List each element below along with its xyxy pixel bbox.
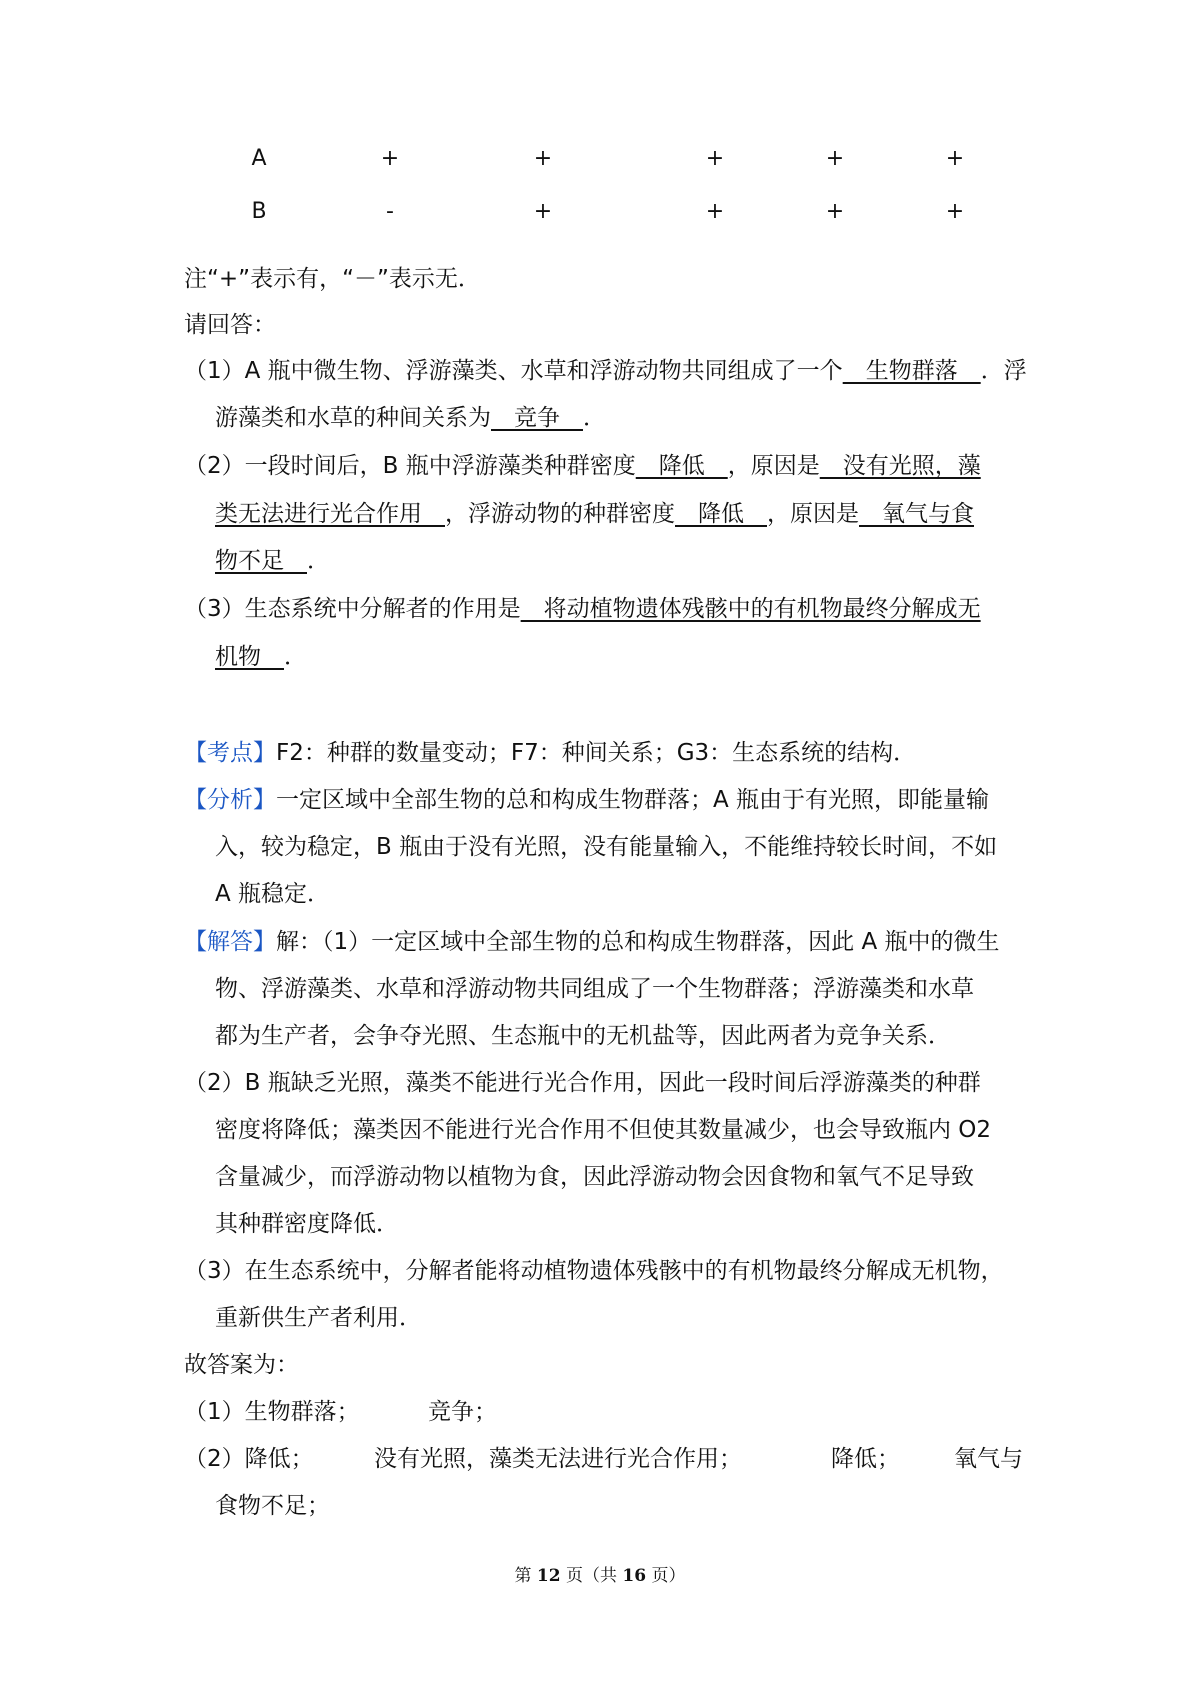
table-cell: + — [533, 199, 553, 224]
question-text: ，浮游动物的种群密度 — [445, 501, 675, 527]
question-text: （1）A 瓶中微生物、浮游藻类、水草和浮游动物共同组成了一个 — [184, 358, 843, 384]
jieda-text: 解：（1）一定区域中全部生物的总和构成生物群落，因此 A 瓶中的微生 — [276, 929, 1000, 955]
question-2-line-1 — [184, 449, 1024, 483]
question-text: （2）一段时间后，B 瓶中浮游藻类种群密度 — [184, 453, 636, 479]
footer-text: 第 — [514, 1566, 537, 1586]
jieda-line-5: 密度将降低；藻类因不能进行光合作用不但使其数量减少，也会导致瓶内 O2 — [215, 1117, 992, 1143]
table-cell: + — [705, 199, 725, 224]
question-1-line-2 — [215, 401, 1025, 435]
footer-text: 页） — [646, 1566, 686, 1586]
answer-blank: 将动植物遗体残骸中的有机物最终分解成无 — [520, 596, 981, 622]
jieda-line-7: 其种群密度降低． — [215, 1211, 399, 1237]
jieda-line-9: 重新供生产者利用． — [215, 1305, 422, 1331]
answer-blank: 没有光照，藻 — [819, 453, 981, 479]
page-number: 12 — [536, 1566, 561, 1586]
jieda-line-3: 都为生产者，会争夺光照、生态瓶中的无机盐等，因此两者为竞争关系． — [215, 1023, 951, 1049]
answer-blank: 类无法进行光合作用 — [215, 501, 445, 527]
question-1-line-1 — [184, 354, 1027, 388]
answer-blank: 降低 — [675, 501, 767, 527]
jieda-line-2: 物、浮游藻类、水草和浮游动物共同组成了一个生物群落；浮游藻类和水草 — [215, 976, 974, 1002]
table-row — [0, 146, 1200, 186]
fenxi-line-2: 入，较为稳定，B 瓶由于没有光照，没有能量输入，不能维持较长时间，不如 — [215, 834, 998, 860]
question-text: 游藻类和水草的种间关系为 — [215, 405, 491, 431]
question-text: （3）生态系统中分解者的作用是 — [184, 596, 521, 622]
table-row-label: B — [251, 199, 267, 224]
table-cell: + — [380, 146, 400, 171]
question-text: ，原因是 — [767, 501, 859, 527]
answer-text: 竞争； — [428, 1399, 497, 1425]
question-3-line-1 — [184, 592, 1024, 626]
fenxi-tag: 【分析】 — [184, 787, 276, 813]
total-pages: 16 — [622, 1566, 647, 1586]
footer-text: 页（共 — [560, 1566, 623, 1586]
table-row-label: A — [251, 146, 267, 171]
answer-text: 没有光照，藻类无法进行光合作用； — [374, 1446, 742, 1472]
question-3-line-2 — [215, 640, 1025, 674]
answer-summary-1 — [184, 1395, 1024, 1429]
kaodian-text: F2：种群的数量变动；F7：种间关系；G3：生态系统的结构． — [276, 740, 917, 766]
kaodian-line — [184, 736, 1024, 770]
answer-text: 降低； — [831, 1446, 900, 1472]
answer-summary-title: 故答案为： — [184, 1352, 299, 1378]
answer-blank: 机物 — [215, 644, 284, 670]
jieda-line-8: （3）在生态系统中，分解者能将动植物遗体残骸中的有机物最终分解成无机物， — [184, 1258, 1004, 1284]
table-row — [0, 199, 1200, 239]
table-cell: + — [945, 199, 965, 224]
answer-text: （2）降低； — [184, 1446, 314, 1472]
answer-blank: 生物群落 — [842, 358, 981, 384]
answer-blank: 氧气与食 — [859, 501, 974, 527]
jieda-line-1 — [184, 925, 1024, 959]
question-text: ．浮 — [980, 358, 1027, 384]
fenxi-line-3: A 瓶稳定． — [215, 881, 331, 907]
answer-summary-2 — [184, 1442, 1024, 1476]
table-cell: + — [705, 146, 725, 171]
question-text: ． — [284, 644, 307, 670]
table-cell: + — [533, 146, 553, 171]
table-cell: + — [825, 146, 845, 171]
page-footer — [0, 1561, 1200, 1586]
answer-text: 氧气与 — [954, 1446, 1023, 1472]
kaodian-tag: 【考点】 — [184, 740, 276, 766]
fenxi-text: 一定区域中全部生物的总和构成生物群落；A 瓶由于有光照，即能量输 — [276, 787, 990, 813]
answer-text: （1）生物群落； — [184, 1399, 360, 1425]
jieda-line-6: 含量减少，而浮游动物以植物为食，因此浮游动物会因食物和氧气不足导致 — [215, 1164, 974, 1190]
table-cell: + — [825, 199, 845, 224]
table-cell: + — [945, 146, 965, 171]
question-text: ． — [583, 405, 606, 431]
answer-blank: 竞争 — [491, 405, 583, 431]
jieda-line-4: （2）B 瓶缺乏光照，藻类不能进行光合作用，因此一段时间后浮游藻类的种群 — [184, 1070, 981, 1096]
question-text: ． — [307, 548, 330, 574]
answer-blank: 降低 — [635, 453, 728, 479]
question-2-line-2 — [215, 497, 1025, 531]
answer-summary-2-cont: 食物不足； — [215, 1493, 330, 1519]
fenxi-line-1 — [184, 783, 1024, 817]
answer-blank: 物不足 — [215, 548, 307, 574]
table-note: 注“+”表示有，“－”表示无． — [184, 266, 481, 292]
question-text: ，原因是 — [727, 453, 820, 479]
table-cell: - — [386, 199, 394, 224]
jieda-tag: 【解答】 — [184, 929, 276, 955]
prompt-text: 请回答： — [184, 312, 276, 338]
question-2-line-3 — [215, 544, 1025, 578]
